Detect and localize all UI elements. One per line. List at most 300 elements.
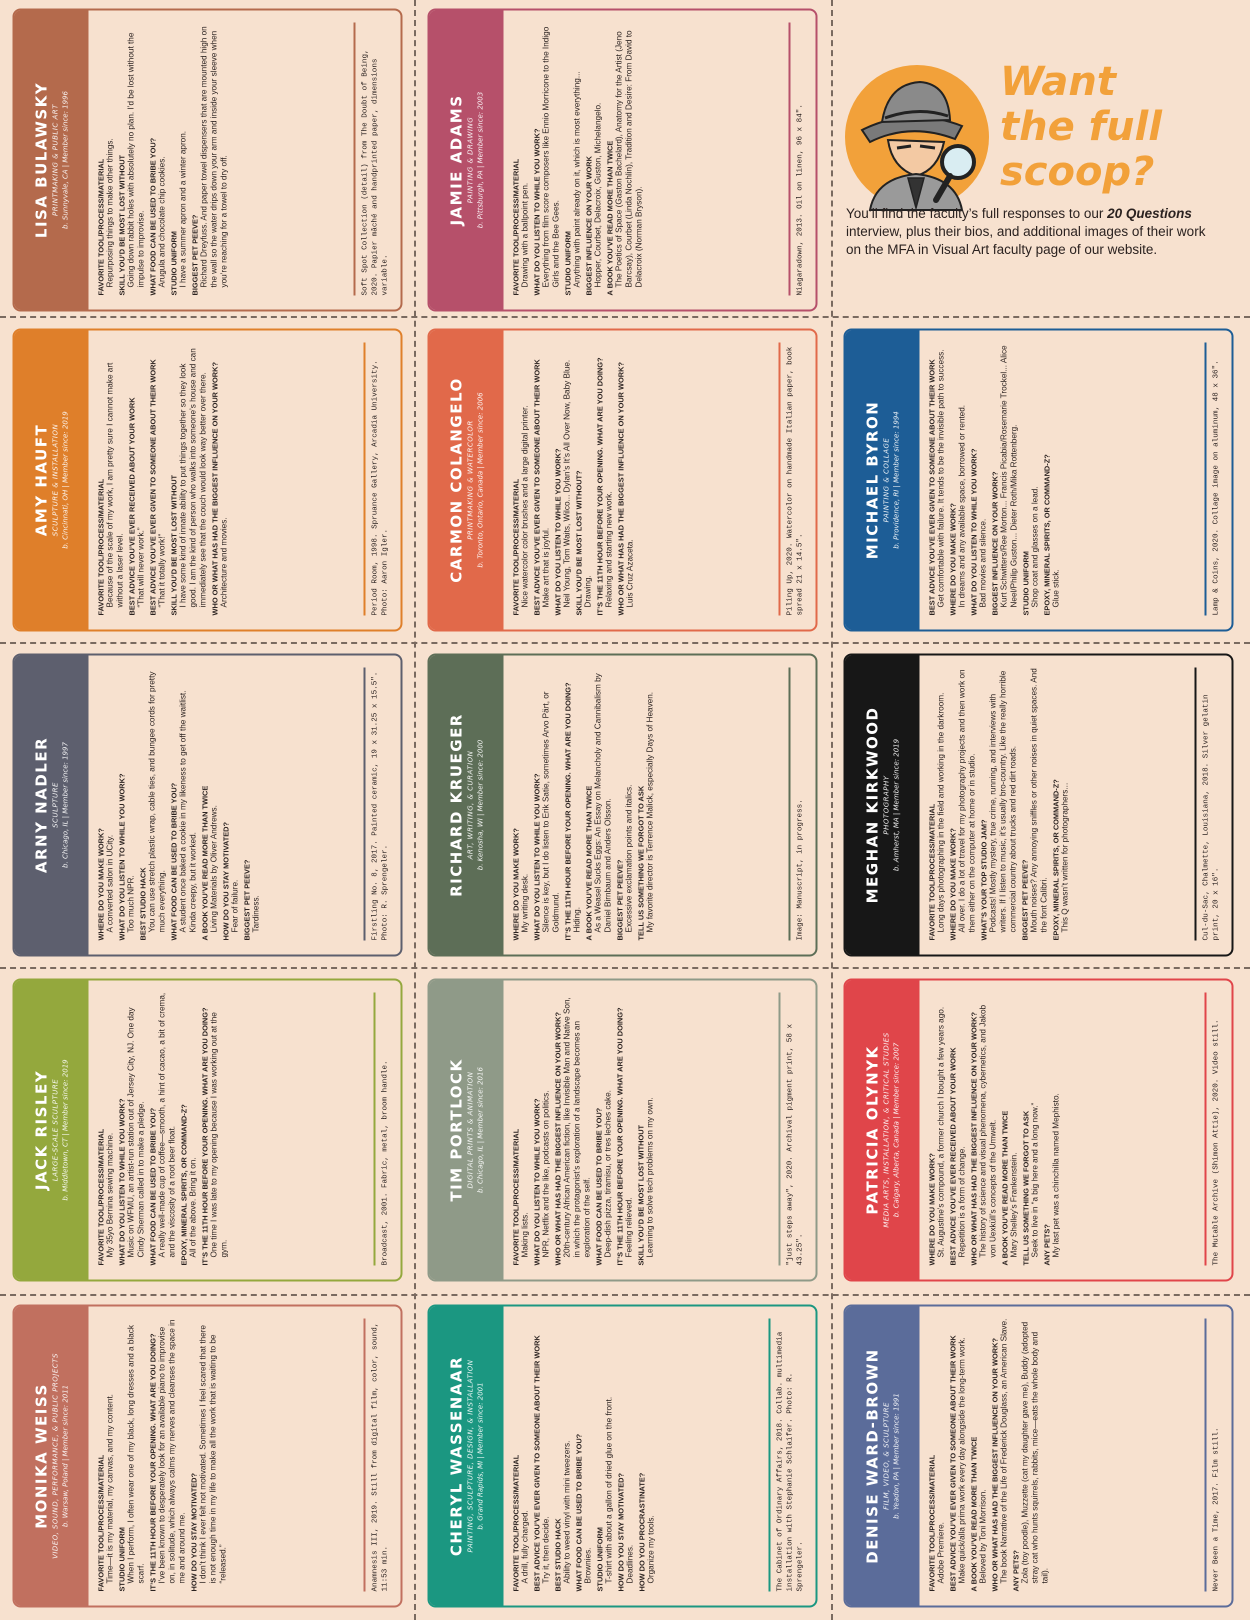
answer: A converted salon in UCity. [105,834,114,933]
answer: Glue stick. [1051,569,1060,608]
cut-line-horizontal [0,316,1250,318]
answer: Repetition is a form of change. [957,1146,966,1258]
answer: Making lists. [520,1212,529,1258]
artwork-caption: The Mutable Archive (Shimon Attie), 2020. Video still. [1204,993,1221,1266]
question: A BOOK YOU’VE READ MORE THAN TWICE [200,785,209,941]
faculty-bio: b. Warsaw, Poland | Member since: 2011 [60,1384,69,1528]
question: BEST STUDIO HACK [138,867,147,941]
card-body [843,1305,1233,1608]
card-body [843,329,1233,632]
card-body [12,9,402,312]
qa-item [532,668,561,941]
question: IT’S THE 11TH HOUR BEFORE YOUR OPENING. WHAT ARE YOU DOING? [595,357,604,616]
faculty-discipline: PHOTOGRAPHY [882,775,891,835]
qa-item [563,668,582,941]
question: WHO OR WHAT HAS HAD THE BIGGEST INFLUENCE ON YOUR WORK? [616,362,625,616]
question: WHAT FOOD CAN BE USED TO BRIBE YOU? [148,137,157,296]
answer: Zola (toy poodle), Muzzette (cat my daughter gave me), Buddy (adopted stray cat who hunts squirrels, rabbits, mice—eats the whole body and tail). [1020,1321,1049,1584]
question: WHAT DO YOU LISTEN TO WHILE YOU WORK? [532,1098,541,1266]
faculty-card [12,1305,402,1608]
qa-item [615,993,634,1266]
name-band [429,1307,503,1606]
qa-list [88,331,361,630]
question: STUDIO UNIFORM [1021,551,1030,616]
faculty-card [427,979,817,1282]
answer: A drill, fully charged. [520,1510,529,1584]
faculty-card [843,329,1233,632]
faculty-card [843,1305,1233,1608]
faculty-discipline: PAINTING & COLLAGE [882,437,891,523]
promo-title-line: the full [1000,104,1162,150]
artwork-caption: Cul-du-Sac, Chalmette, Louisiana, 2018. Silver gelatin print, 20 x 16". [1194,668,1221,941]
answer: A student once baked a cookie in my likeness to get off the waitlist. Kinda creepy, but it worked. [178,690,197,933]
qa-item [179,993,198,1266]
question: A BOOK YOU’VE READ MORE THAN TWICE [1000,1110,1009,1266]
faculty-discipline: VIDEO, SOUND, PERFORMANCE, & PUBLIC PROJECTS [51,1353,60,1559]
qa-item [969,343,988,616]
faculty-card [843,979,1233,1282]
question: STUDIO UNIFORM [117,1527,126,1592]
qa-list [919,981,1202,1280]
question: BIGGEST INFLUENCE ON YOUR WORK? [990,471,999,616]
question: WHAT DO YOU LISTEN TO WHILE YOU WORK? [969,448,978,616]
answer: Music on WFMU, an artist-run station out of Jersey City, NJ. One day Cindy Sherman called in to make a pledge. [126,1007,145,1258]
artwork-caption: Soft Spot Collection (detail) from The Doubt of Being, 2020. Papier mâché and handprinted paper, dimensions variable. [353,23,390,296]
qa-item [584,23,603,296]
answer: I have some kind of innate ability to put things together so they look good. I am the kind of person who walks into someone’s house and can immediately see that the couch would look way better over there. [178,348,207,608]
question: IT’S THE 11TH HOUR BEFORE YOUR OPENING. WHAT ARE YOU DOING? [200,1007,209,1266]
faculty-name: JACK RISLEY [31,1069,50,1191]
qa-item [969,1319,988,1592]
answer: Too much NPR. [126,875,135,933]
cut-line-horizontal [0,1294,1250,1296]
qa-item [969,993,998,1266]
faculty-discipline: PRINTMAKING & PUBLIC ART [51,104,60,216]
answer: Deep-dish pizza, tiramisu, or tres leches cake. [603,1090,612,1258]
qa-item [927,343,946,616]
faculty-discipline: LARGE-SCALE SCULPTURE [51,1078,60,1182]
answer: Repurposing things to make other things. [105,138,114,288]
faculty-bio: b. Chicago, IL | Member since: 2016 [475,1067,484,1193]
answer: Seek to live in “a big here and a long now.” [1030,1102,1039,1258]
faculty-name: TIM PORTLOCK [446,1058,465,1202]
qa-item [190,23,229,296]
qa-item [948,668,977,941]
answer: Anything with paint already on it, which is most everything... [572,71,581,288]
faculty-discipline: PAINTING & DRAWING [466,116,475,204]
qa-item [553,1319,572,1592]
qa-item [990,1319,1009,1592]
card-body [12,654,402,957]
answer: My last pet was a chinchilla named Mephisto. [1051,1093,1060,1258]
qa-item [511,1319,530,1592]
faculty-card [12,979,402,1282]
qa-item [1000,993,1019,1266]
answer: Time—it is my material, my canvas, and my content. [105,1394,114,1584]
question: STUDIO UNIFORM [169,231,178,296]
artwork-caption: The Cabinet of Ordinary Affairs, 2018. Collab. multimedia installation with Stephanie Schlaifer. Photo: R. Sprengeler. [768,1319,805,1592]
question: WHAT FOOD CAN BE USED TO BRIBE YOU? [169,782,178,941]
qa-list [919,656,1192,955]
faculty-card [12,329,402,632]
promo-text-bold: 20 Questions [1107,206,1192,221]
qa-item [169,343,208,616]
artwork-caption: Lamp & Coins, 2020. Collage image on aluminum, 48 x 36". [1204,343,1221,616]
qa-list [503,331,776,630]
answer: Mary Shelley’s Frankenstein. [1009,1152,1018,1258]
question: STUDIO UNIFORM [563,231,572,296]
answer: Kurt Schwitters/Ree Morton... Francis Picabia/Rosemarie Trockel... Alice Neel/Philip Guston... Dieter Roth/Mika Rottenberg. [999,345,1018,608]
qa-item [1011,1319,1050,1592]
faculty-bio: b. Providence, RI | Member since: 1994 [891,411,900,549]
faculty-bio: b. Cincinnati, OH | Member since: 2019 [60,411,69,549]
question: BIGGEST PET PEEVE? [242,859,251,941]
answer: Organize my tools. [646,1515,655,1584]
answer: My favorite director is Terrence Malick, especially Days of Heaven. [645,691,654,933]
qa-item [117,993,146,1266]
qa-item [532,1319,551,1592]
qa-item [553,993,592,1266]
artwork-caption: Never Been a Time, 2017. Film still. [1204,1319,1221,1592]
faculty-card [12,654,402,957]
question: WHO OR WHAT HAS HAD THE BIGGEST INFLUENCE ON YOUR WORK? [990,1338,999,1592]
question: HOW DO YOU PROCRASTINATE? [637,1472,646,1592]
question: ANY PETS? [1011,1550,1020,1592]
faculty-bio: b. Grand Rapids, MI | Member since: 2001 [475,1382,484,1530]
faculty-card [12,9,402,312]
question: BEST ADVICE YOU’VE EVER RECEIVED ABOUT YOUR WORK [948,1047,957,1266]
qa-list [88,981,371,1280]
question: BIGGEST INFLUENCE ON YOUR WORK [584,156,593,296]
answer: Relaxing and starting new work. [604,491,613,608]
name-band [14,656,88,955]
qa-item [1020,668,1049,941]
faculty-bio: b. Yeadon, PA | Member since: 1991 [891,1393,900,1519]
answer: Silence is key, but I do listen to Erik Satie, sometimes Arvo Pärt, or Goldmund. [541,691,560,933]
qa-item [563,23,582,296]
answer: Beloved by Toni Morrison. [978,1489,987,1584]
question: FAVORITE TOOL/PROCESS/MATERIAL [511,158,520,296]
answer: The Poetics of Space (Gaston Bachelard), Anatomy for the Artist (Jeno Barcsay), Courbet (Linda Nochlin), Tradition and Desire: From David to Delacroix (Norman Bryson). [614,30,643,288]
answer: My 35yo Bernina sewing machine. [105,1132,114,1258]
question: FAVORITE TOOL/PROCESS/MATERIAL [96,158,105,296]
qa-item [169,668,198,941]
artwork-caption: Niagaradown, 2013. Oil on linen, 96 x 84". [788,23,805,296]
faculty-name: MICHAEL BYRON [862,400,881,560]
answer: Podcasts! Mostly mystery, true crime, running, and interviews with writers. If I listen to music, it’s usually bro-country. Like the really horrible commercial country about trucks and red dirt roads. [988,670,1017,933]
qa-item [927,993,946,1266]
question: BIGGEST PET PEEVE? [190,214,199,296]
answer: I don’t think I ever felt not motivated. Sometimes I feel scared that there is not enough time in my life to make all the work that is waiting to be “released.” [198,1325,227,1584]
qa-item [1042,343,1061,616]
qa-item [148,1319,187,1592]
question: WHO OR WHAT HAS HAD THE BIGGEST INFLUENCE ON YOUR WORK? [553,1012,562,1266]
qa-item [948,1319,967,1592]
answer: All of the above. Bring it on. [188,1157,197,1258]
answer: Ability to weed vinyl with mini tweezers. [562,1440,571,1584]
question: ANY PETS? [1042,1224,1051,1266]
answer: Fear of failure. [230,879,239,933]
artwork-caption: Broadcast, 2001. Fabric, metal, broom handle. [373,993,390,1266]
question: WHO OR WHAT HAS HAD THE BIGGEST INFLUENCE ON YOUR WORK? [969,1012,978,1266]
qa-item [169,23,188,296]
cut-line-horizontal [0,967,1250,969]
question: IT’S THE 11TH HOUR BEFORE YOUR OPENING. WHAT ARE YOU DOING? [615,1007,624,1266]
qa-item [595,1319,614,1592]
qa-item [1051,668,1070,941]
promo-description [846,205,1221,259]
faculty-bio: b. Pittsburgh, PA | Member since: 2003 [475,91,484,229]
qa-list [88,1307,361,1606]
answer: As a Weasel Sucks Eggs: An Essay on Melancholy and Cannibalism by Daniel Birnbaum and Anders Olsson. [593,673,612,933]
qa-list [88,11,351,310]
question: WHAT FOOD CAN BE USED TO BRIBE YOU? [594,1107,603,1266]
name-band [429,981,503,1280]
faculty-name: RICHARD KRUEGER [446,713,465,897]
faculty-card [427,1305,817,1608]
answer: Richard Dreyfuss. And paper towel dispensers that are mounted high on the wall so the water drips down your arm and inside your sleeve when you’re reaching for a towel to dry off. [199,26,228,288]
answer: Drawing with a ballpoint pen. [520,182,529,288]
question: A BOOK YOU’VE READ MORE THAN TWICE [969,1436,978,1592]
answer: Excessive exclamation points and italics. [624,784,633,933]
name-band [845,331,919,630]
qa-item [189,1319,228,1592]
faculty-name: MONIKA WEISS [31,1383,50,1529]
card-body [12,979,402,1282]
question: WHAT DO YOU LISTEN TO WHILE YOU WORK? [553,448,562,616]
qa-list [503,1307,766,1606]
qa-item [532,343,551,616]
question: FAVORITE TOOL/PROCESS/MATERIAL [927,1454,936,1592]
qa-item [511,993,530,1266]
question: BEST ADVICE YOU’VE EVER GIVEN TO SOMEONE ABOUT THEIR WORK [532,1335,541,1592]
answer: I have a summer apron and a winter apron. [178,130,187,288]
qa-item [117,1319,146,1592]
qa-item [511,23,530,296]
question: TELL US SOMETHING WE FORGOT TO ASK [1021,1110,1030,1266]
promo-title [1000,60,1225,195]
qa-item [927,1319,946,1592]
faculty-discipline: SCULPTURE [51,782,60,828]
faculty-bio: b. Kenosha, WI | Member since: 2000 [475,739,484,871]
answer: In dreams and any available space, borrowed or rented. [957,404,966,608]
qa-list [919,331,1202,630]
answer: Living Materials by Oliver Andrews. [209,805,218,933]
qa-item [200,668,219,941]
name-band [845,981,919,1280]
answer: Hopper, Courbet, Delacroix, Guston, Michelangelo. [593,102,602,288]
answer: Long days photographing in the field and working in the darkroom. [936,692,945,933]
qa-item [574,343,593,616]
answer: A really well-made cup of coffee—smooth, a hint of cacao, a bit of crema, and the viscosity of a root beer float. [157,992,176,1258]
answer: Shop coat and glasses on a lead. [1030,486,1039,608]
name-band [14,1307,88,1606]
answer: Mouth noises? Any annoying sniffles or other noises in quiet spaces. And the font Calibri. [1029,668,1048,933]
qa-item [242,668,261,941]
answer: Get comfortable with failure. It tends to be the invisible path to success. [936,349,945,608]
qa-item [948,993,967,1266]
qa-item [148,343,167,616]
faculty-bio: b. Toronto, Ontario, Canada | Member since: 2006 [475,392,484,568]
faculty-name: CHERYL WASSENAAR [446,1355,465,1557]
question: SKILL YOU’D BE MOST LOST WITHOUT [636,1124,645,1266]
promo-panel [840,20,1225,285]
qa-item [584,668,613,941]
faculty-discipline: PRINTMAKING & WATERCOLOR [466,420,475,540]
cut-line-vertical [831,0,833,1620]
qa-list [88,656,361,955]
question: BEST STUDIO HACK [553,1518,562,1592]
question: FAVORITE TOOL/PROCESS/MATERIAL [511,1128,520,1266]
question: WHAT’S YOUR TOP STUDIO JAM? [979,819,988,941]
qa-item [96,1319,115,1592]
faculty-name: DENISE WARD-BROWN [862,1348,881,1564]
answer: St. Augustine’s compound, a former church I bought a few years ago. [936,1006,945,1258]
artwork-caption: Period Room, 1998. Spruance Gallery, Arcadia University. Photo: Aaron Igler. [363,343,390,616]
faculty-card [843,654,1233,957]
faculty-discipline: PAINTING, SCULPTURE, DESIGN, & INSTALLATION [466,1359,475,1553]
answer: T-shirt with about a gallon of dried glue on the front. [604,1396,613,1584]
answer: Tardiness. [251,895,260,933]
answer: Neil Young, Tom Waits, Wilco... Dylan’s It’s All Over Now, Baby Blue. [562,359,571,608]
qa-item [636,668,655,941]
question: FAVORITE TOOL/PROCESS/MATERIAL [511,478,520,616]
answer: “That will never work.” [136,527,145,608]
detective-with-magnifying-glass-icon [840,60,995,215]
answer: Try it, then decide. [541,1516,550,1584]
answer: My writing desk. [520,873,529,933]
card-body [427,329,817,632]
card-body [12,329,402,632]
qa-item [96,668,115,941]
question: A BOOK YOU’VE READ MORE THAN TWICE [605,140,614,296]
faculty-discipline: DIGITAL PRINTS & ANIMATION [466,1071,475,1189]
question: WHAT DO YOU LISTEN TO WHILE YOU WORK? [532,773,541,941]
card-body [427,979,817,1282]
qa-item [532,993,551,1266]
question: WHERE DO YOU MAKE WORK? [96,828,105,941]
answer: When I perform, I often wear one of my black, long dresses and a black scarf. [126,1325,145,1584]
qa-item [979,668,1018,941]
question: BEST ADVICE YOU’VE EVER GIVEN TO SOMEONE ABOUT THEIR WORK [927,359,936,616]
qa-item [574,1319,593,1592]
qa-item [148,993,177,1266]
question: IT’S THE 11TH HOUR BEFORE YOUR OPENING. WHAT ARE YOU DOING? [563,682,572,941]
question: STUDIO UNIFORM [595,1527,604,1592]
question: EPOXY, MINERAL SPIRITS, OR COMMAND-Z? [179,1104,188,1266]
question: WHERE DO YOU MAKE WORK? [511,828,520,941]
qa-item [532,23,561,296]
question: SKILL YOU’D BE MOST LOST WITHOUT [117,154,126,296]
card-body [12,1305,402,1608]
qa-item [605,23,644,296]
question: EPOXY, MINERAL SPIRITS, OR COMMAND-Z? [1042,454,1051,616]
answer: Feeling relieved. [624,1197,633,1258]
faculty-bio: b. Chicago, IL | Member since: 1997 [60,742,69,868]
card-body [427,1305,817,1608]
card-body [427,654,817,957]
answer: 20th-century African American fiction, like Invisible Man and Native Son, in which the protagonist’s exploration of a landscape becomes an exploration of the self. [562,997,591,1258]
qa-item [200,993,229,1266]
name-band [845,656,919,955]
faculty-bio: b. Middletown, CT | Member since: 2019 [60,1059,69,1201]
answer: Drawing. [583,575,592,608]
faculty-discipline: SCULPTURE & INSTALLATION [51,423,60,537]
question: HOW DO YOU STAY MOTIVATED? [616,1472,625,1592]
promo-title-line: Want [1000,59,1116,105]
question: IT’S THE 11TH HOUR BEFORE YOUR OPENING. WHAT ARE YOU DOING? [148,1333,157,1592]
qa-item [148,23,167,296]
question: BEST ADVICE YOU’VE EVER RECEIVED ABOUT YOUR WORK [127,397,136,616]
qa-item [117,23,146,296]
answer: All over. I do a lot of travel for my photography projects and then work on them either on the computer at home or in studio. [957,669,976,933]
qa-item [594,993,613,1266]
answer: Deadlines. [625,1544,634,1584]
question: WHERE DO YOU MAKE WORK? [948,828,957,941]
answer: Adobe Premiere. [936,1522,945,1584]
qa-item [117,668,136,941]
answer: Bad movies and silence. [978,518,987,608]
answer: Everything from film score composers like Ennio Morricone to the Indigo Girls and the Bee Gees. [541,26,560,288]
question: SKILL YOU’D BE MOST LOST WITHOUT [169,474,178,616]
cut-line-horizontal [0,642,1250,644]
question: SKILL YOU’D BE MOST LOST WITHOUT? [574,470,583,616]
qa-item [1021,993,1040,1266]
artwork-caption: "just steps away", 2020. Archival pigment print, 58 x 43.25". [778,993,805,1266]
qa-item [511,668,530,941]
question: FAVORITE TOOL/PROCESS/MATERIAL [96,1128,105,1266]
qa-item [616,343,635,616]
name-band [429,656,503,955]
faculty-discipline: FILM, VIDEO, & SCULPTURE [882,1402,891,1510]
answer: One time I was late to my opening because I was working out at the gym. [209,1012,228,1258]
qa-item [138,668,167,941]
qa-list [919,1307,1202,1606]
card-body [843,979,1233,1282]
question: FAVORITE TOOL/PROCESS/MATERIAL [927,803,936,941]
question: WHAT FOOD CAN BE USED TO BRIBE YOU? [574,1433,583,1592]
question: TELL US SOMETHING WE FORGOT TO ASK [636,785,645,941]
answer: This Q wasn’t written for photographers... [1060,782,1069,933]
question: WHAT FOOD CAN BE USED TO BRIBE YOU? [148,1107,157,1266]
artwork-caption: Firstling No. 8, 2017. Painted ceramic, 19 x 31.25 x 15.5". Photo: R. Sprengeler. [363,668,390,941]
qa-item [616,1319,635,1592]
answer: Brownies. [583,1547,592,1584]
answer: I’ve been known to desperately look for an available piano to improvise on, in solitude, which always calms my nerves and cleanses the space in me and around me. [157,1319,186,1584]
card-body [427,9,817,312]
faculty-name: AMY HAUFT [31,423,50,537]
qa-item [127,343,146,616]
promo-title-line: scoop? [1000,149,1155,195]
question: WHAT DO YOU LISTEN TO WHILE YOU WORK? [532,128,541,296]
artwork-caption: Piling Up, 2020. Watercolor on handmade Italian paper, book spread 21 x 14.5". [778,343,805,616]
answer: Learning to solve tech problems on my own. [645,1097,654,1258]
faculty-name: ARNY NADLER [31,736,50,874]
answer: NPR, Netflix and the like, podcasts on politics. [541,1090,550,1258]
question: HOW DO YOU STAY MOTIVATED? [221,821,230,941]
qa-item [615,668,634,941]
question: FAVORITE TOOL/PROCESS/MATERIAL [96,1454,105,1592]
promo-text: interview, plus their bios, and additional images of their work on the MFA in Visual Art faculty page of our website. [846,224,1206,257]
name-band [845,1307,919,1606]
name-band [429,11,503,310]
name-band [14,331,88,630]
qa-item [96,23,115,296]
question: WHAT DO YOU LISTEN TO WHILE YOU WORK? [117,773,126,941]
faculty-name: CARMON COLANGELO [446,377,465,583]
answer: Going down rabbit holes with absolutely no plan. I’d be lost without the impulse to improvise. [126,32,145,288]
answer: “That it totally work!” [157,533,166,608]
